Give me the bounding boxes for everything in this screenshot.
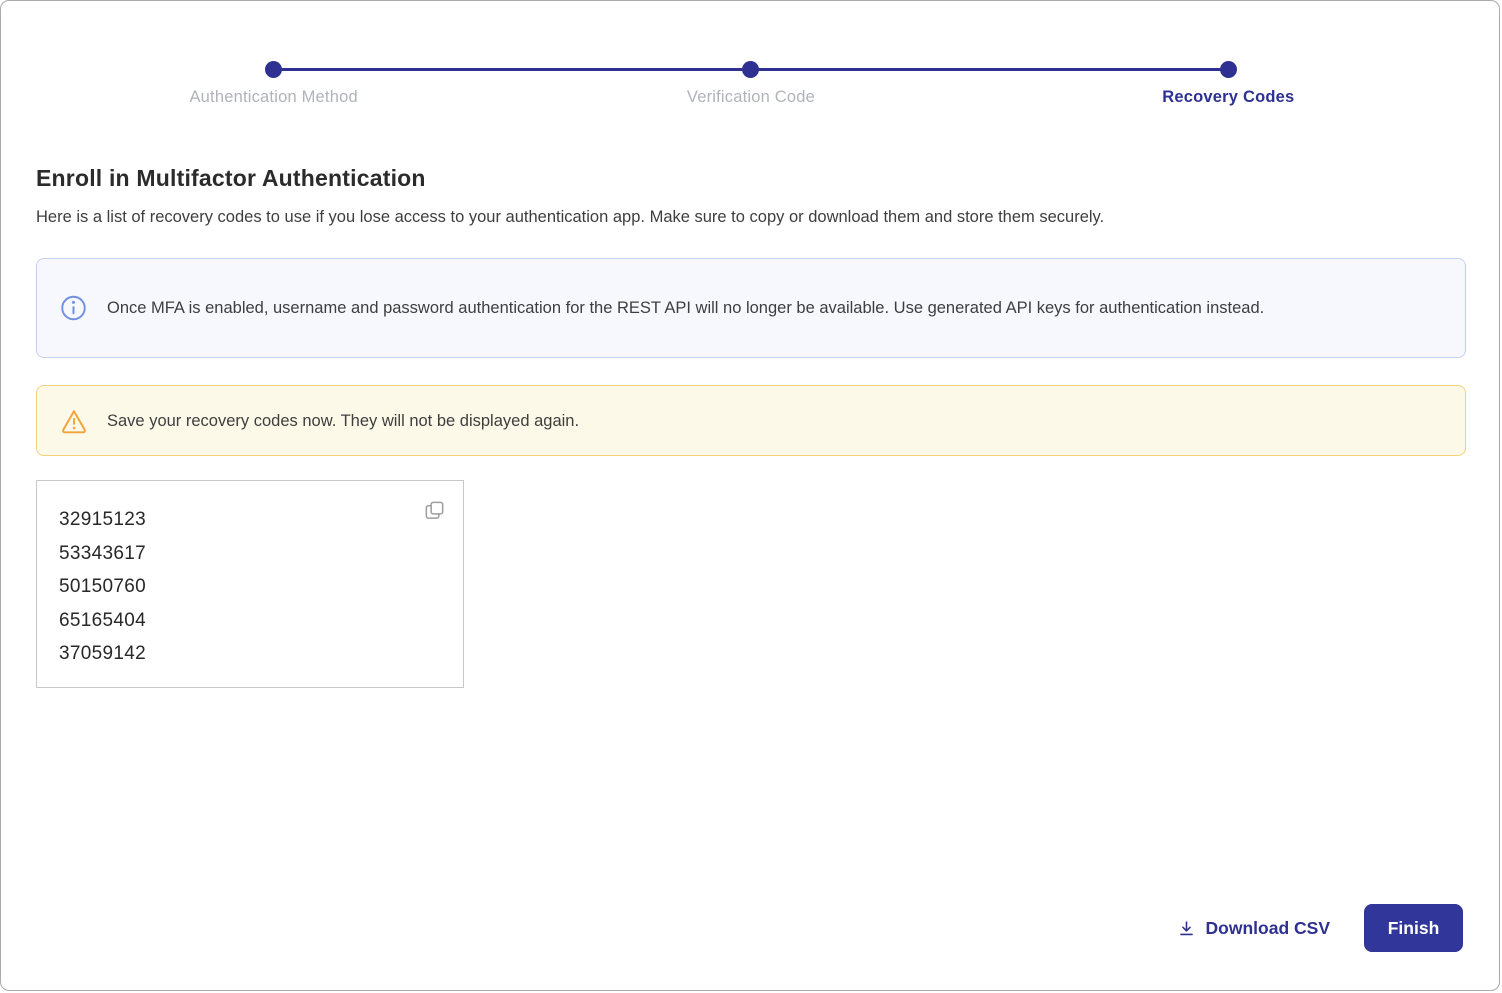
download-icon bbox=[1177, 919, 1196, 938]
warning-alert bbox=[36, 385, 1466, 456]
stepper bbox=[35, 61, 1467, 107]
download-csv-link[interactable] bbox=[1177, 918, 1330, 939]
recovery-code: 50150760 bbox=[59, 576, 146, 597]
recovery-code: 65165404 bbox=[59, 609, 146, 631]
recovery-code: 53343617 bbox=[59, 542, 146, 564]
copy-icon bbox=[423, 499, 446, 522]
info-alert bbox=[36, 258, 1466, 358]
warning-icon bbox=[60, 407, 88, 435]
step-label: Verification Code bbox=[686, 88, 816, 106]
copy-codes-button[interactable] bbox=[420, 496, 449, 525]
info-icon bbox=[60, 295, 87, 322]
step-dot bbox=[265, 61, 282, 78]
download-csv-label: Download CSV bbox=[1205, 918, 1330, 938]
recovery-codes-list bbox=[37, 481, 463, 671]
step-dot bbox=[742, 61, 759, 78]
step-authentication-method[interactable] bbox=[35, 61, 512, 107]
step-label: Authentication Method bbox=[189, 88, 358, 106]
step-recovery-codes[interactable] bbox=[990, 61, 1467, 107]
warning-alert-text: Save your recovery codes now. They will not be displayed again. bbox=[107, 411, 580, 430]
page-description: Here is a list of recovery codes to use if you lose access to your authentication app. Make sure to copy or download them and store them securely. bbox=[36, 208, 1105, 226]
recovery-codes-box bbox=[36, 480, 464, 688]
step-label: Recovery Codes bbox=[1162, 88, 1295, 106]
recovery-code: 37059142 bbox=[59, 643, 146, 664]
step-verification-code[interactable] bbox=[512, 61, 989, 107]
step-dot bbox=[1220, 61, 1237, 78]
recovery-code: 32915123 bbox=[59, 509, 146, 530]
finish-button[interactable]: Finish bbox=[1364, 904, 1463, 952]
info-alert-text: Once MFA is enabled, username and password authentication for the REST API will no longer be available. Use generated API keys for authentication instead. bbox=[107, 299, 1265, 317]
page-title: Enroll in Multifactor Authentication bbox=[36, 165, 426, 191]
